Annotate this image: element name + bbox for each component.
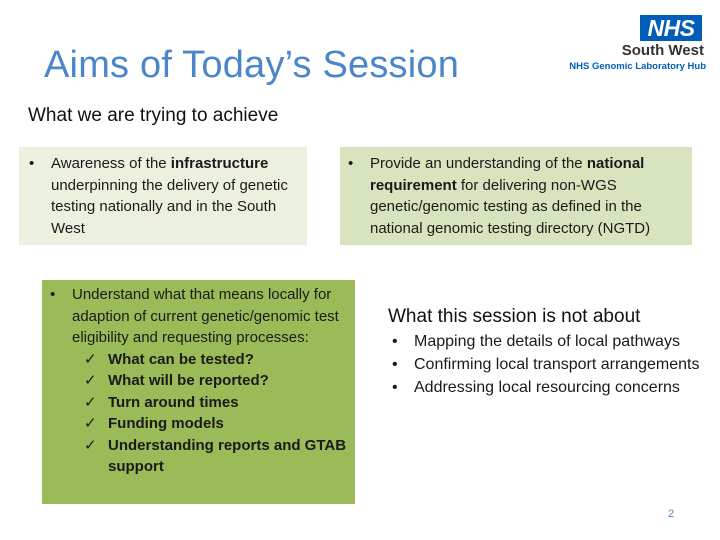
slide-subtitle: What we are trying to achieve — [28, 105, 279, 126]
aim-bullet — [348, 153, 682, 239]
check-icon: ✓ — [84, 415, 97, 432]
check-item — [50, 349, 347, 371]
check-list — [50, 349, 347, 478]
bullet-icon: • — [392, 333, 398, 350]
bullet-icon: • — [50, 286, 56, 303]
bullet-icon: • — [392, 356, 398, 373]
check-icon: ✓ — [84, 436, 97, 454]
bullet-icon: • — [348, 155, 354, 172]
list-item — [388, 379, 708, 397]
page-number: 2 — [668, 508, 675, 520]
nhs-logo — [548, 15, 708, 75]
aim-box-national-requirement — [340, 147, 692, 245]
logo-region: South West — [621, 42, 704, 59]
check-item — [50, 370, 347, 392]
aim-text-before: Awareness of the — [51, 155, 171, 172]
aim-text: Understand what that means locally for adaption of current genetic/genomic test eligibility and requesting processes: — [72, 286, 339, 346]
check-item — [50, 392, 347, 414]
aim-text-before: Provide an understanding of the — [370, 155, 587, 172]
list-item-text: Addressing local resourcing concerns — [414, 379, 680, 396]
aim-text-bold: national requirement — [370, 155, 645, 194]
list-item-text: Mapping the details of local pathways — [414, 333, 680, 350]
aim-box-infrastructure — [19, 147, 307, 245]
aim-text-bold: infrastructure — [170, 155, 269, 172]
check-icon: ✓ — [84, 350, 97, 368]
check-item-label: What will be reported? — [108, 372, 269, 389]
check-icon: ✓ — [84, 372, 97, 389]
not-about-list — [388, 333, 708, 402]
check-item-label: Turn around times — [108, 393, 239, 411]
aim-bullet — [29, 153, 297, 239]
check-item-label: Understanding reports and GTAB support — [108, 436, 347, 475]
check-item-label: What can be tested? — [108, 350, 254, 368]
aim-text-after: for delivering non-WGS genetic/genomic testing as defined in the national genomic testing directory (NGTD) — [370, 176, 651, 237]
check-item — [50, 413, 347, 435]
list-item-text: Confirming local transport arrangements — [414, 356, 700, 373]
logo-hub-name: NHS Genomic Laboratory Hub — [569, 61, 706, 72]
list-item — [388, 356, 708, 374]
list-item — [388, 333, 708, 351]
not-about-heading: What this session is not about — [388, 306, 641, 327]
aim-bullet — [50, 284, 347, 349]
check-item — [50, 435, 347, 478]
check-icon: ✓ — [84, 393, 97, 411]
check-item-label: Funding models — [108, 415, 224, 432]
aim-text-after: underpinning the delivery of genetic testing nationally and in the South West — [51, 176, 288, 237]
aim-box-local-adaption — [42, 280, 355, 504]
nhs-logo-mark: NHS — [640, 15, 702, 41]
bullet-icon: • — [392, 379, 398, 396]
bullet-icon: • — [29, 155, 35, 172]
slide-title: Aims of Today’s Session — [44, 44, 460, 86]
